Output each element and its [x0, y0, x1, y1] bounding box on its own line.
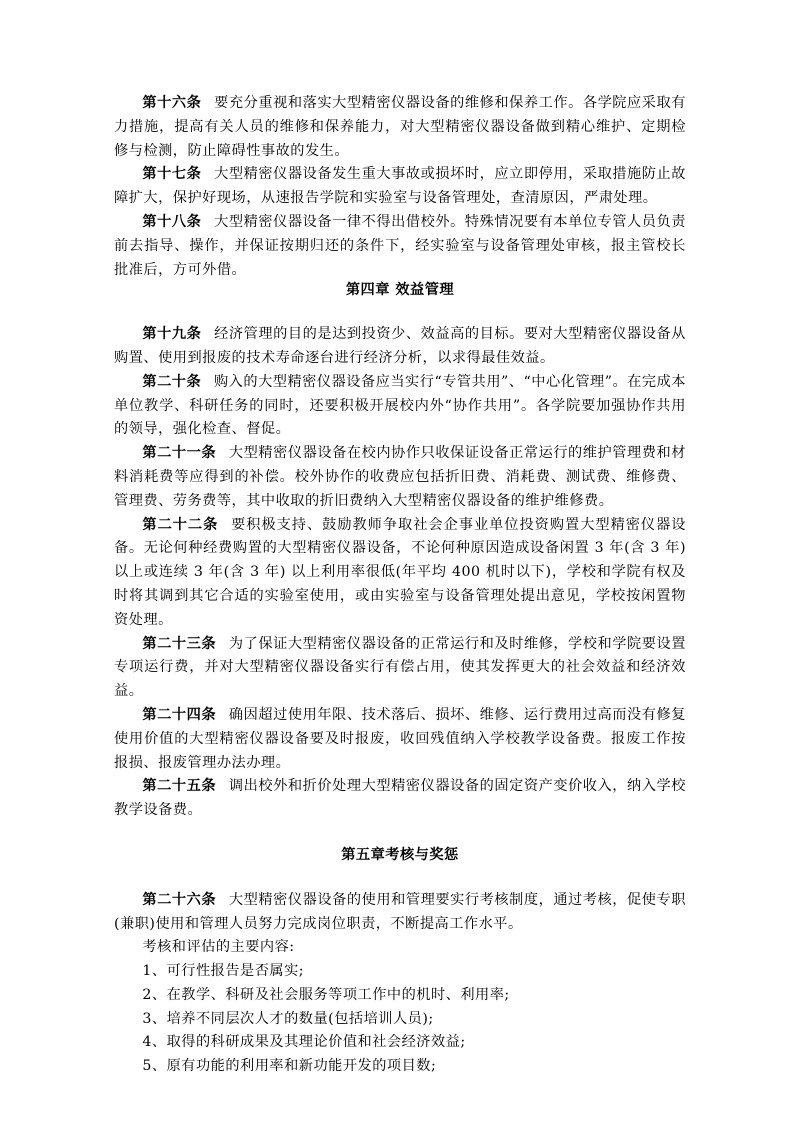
- article-label: 第二十一条: [142, 445, 217, 462]
- article-24: [114, 704, 686, 775]
- article-label: 第二十二条: [142, 516, 219, 533]
- article-25: [114, 775, 686, 823]
- article-17: [114, 163, 686, 211]
- article-19: [114, 323, 686, 371]
- article-text: 购入的大型精密仪器设备应当实行“专管共用”、“中心化管理”。在完成本单位教学、科研任务的同时，还要积极开展校内外“协作共用”。各学院要加强协作共用的领导，强化检查、督促。: [114, 373, 686, 438]
- article-label: 第二十五条: [142, 778, 217, 795]
- article-text: 大型精密仪器设备一律不得出借校外。特殊情况要有本单位专管人员负责前去指导、操作，并保证按期归还的条件下，经实验室与设备管理处审核，报主管校长批准后，方可外借。: [114, 213, 686, 278]
- article-label: 第二十六条: [142, 891, 217, 908]
- article-text: 确因超过使用年限、技术落后、损坏、维修、运行费用过高而没有修复使用价值的大型精密仪器设备要及时报废，收回残值纳入学校教学设备费。报废工作按报损、报废管理办法办理。: [114, 706, 686, 771]
- article-text: 为了保证大型精密仪器设备的正常运行和及时维修，学校和学院要设置专项运行费，并对大型精密仪器设备实行有偿占用，使其发挥更大的社会效益和经济效益。: [114, 635, 686, 700]
- article-21: [114, 442, 686, 513]
- article-text: 经济管理的目的是达到投资少、效益高的目标。要对大型精密仪器设备从购置、使用到报废的技术寿命逐台进行经济分析，以求得最佳效益。: [114, 326, 686, 366]
- article-label: 第十六条: [142, 95, 202, 111]
- article-text: 调出校外和折价处理大型精密仪器设备的固定资产变价收入，纳入学校教学设备费。: [114, 778, 686, 819]
- article-26: [114, 889, 686, 937]
- evaluation-item-5: 5、原有功能的利用率和新功能开发的项目数;: [142, 1058, 437, 1075]
- article-label: 第十九条: [142, 326, 202, 343]
- article-text: 大型精密仪器设备发生重大事故或损坏时，应立即停用，采取措施防止故障扩大，保护好现场，从速报告学院和实验室与设备管理处，查清原因，严肃处理。: [114, 166, 686, 207]
- article-text: 大型精密仪器设备的使用和管理要实行考核制度，通过考核，促使专职(兼职)使用和管理人员努力完成岗位职责，不断提高工作水平。: [114, 891, 686, 932]
- article-16: [114, 92, 686, 163]
- article-label: 第二十三条: [142, 635, 217, 652]
- article-text: 要充分重视和落实大型精密仪器设备的维修和保养工作。各学院应采取有力措施，提高有关人员的维修和保养能力，对大型精密仪器设备做到精心维护、定期检修与检测，防止障碍性事故的发生。: [114, 95, 686, 159]
- evaluation-intro: 考核和评估的主要内容:: [142, 939, 295, 956]
- article-label: 第十八条: [142, 213, 202, 230]
- article-label: 第二十四条: [142, 706, 217, 723]
- chapter-4-heading: 第四章 效益管理: [345, 282, 455, 299]
- evaluation-item-4: 4、取得的科研成果及其理论价值和社会经济效益;: [142, 1034, 466, 1051]
- evaluation-item-1: 1、可行性报告是否属实;: [142, 963, 305, 980]
- chapter-5-heading: 第五章考核与奖惩: [341, 846, 459, 863]
- article-label: 第二十条: [142, 373, 202, 390]
- evaluation-item-2: 2、在教学、科研及社会服务等项工作中的机时、利用率;: [142, 986, 510, 1003]
- article-18: [114, 211, 686, 282]
- document-page: [114, 92, 686, 1079]
- article-22: [114, 514, 686, 633]
- evaluation-item-3: 3、培养不同层次人才的数量(包括培训人员);: [142, 1010, 434, 1027]
- article-text: 要积极支持、鼓励教师争取社会企事业单位投资购置大型精密仪器设备。无论何种经费购置的大型精密仪器设备，不论何种原因造成设备闲置 3 年(含 3 年) 以上或连续 3 年(含 3 年) 以上利用率很低(年平均 400 机时以下)，学校和学院有权及时将其调到其它合适的实验室使用，或由实验室与设备管理处提出意见，学校按闲置物资处理。: [114, 516, 686, 628]
- article-23: [114, 633, 686, 704]
- article-label: 第十七条: [142, 166, 202, 183]
- article-20: [114, 371, 686, 442]
- article-text: 大型精密仪器设备在校内协作只收保证设备正常运行的维护管理费和材料消耗费等应得到的补偿。校外协作的收费应包括折旧费、消耗费、测试费、维修费、管理费、劳务费等，其中收取的折旧费纳入大型精密仪器设备的维护维修费。: [114, 445, 686, 509]
